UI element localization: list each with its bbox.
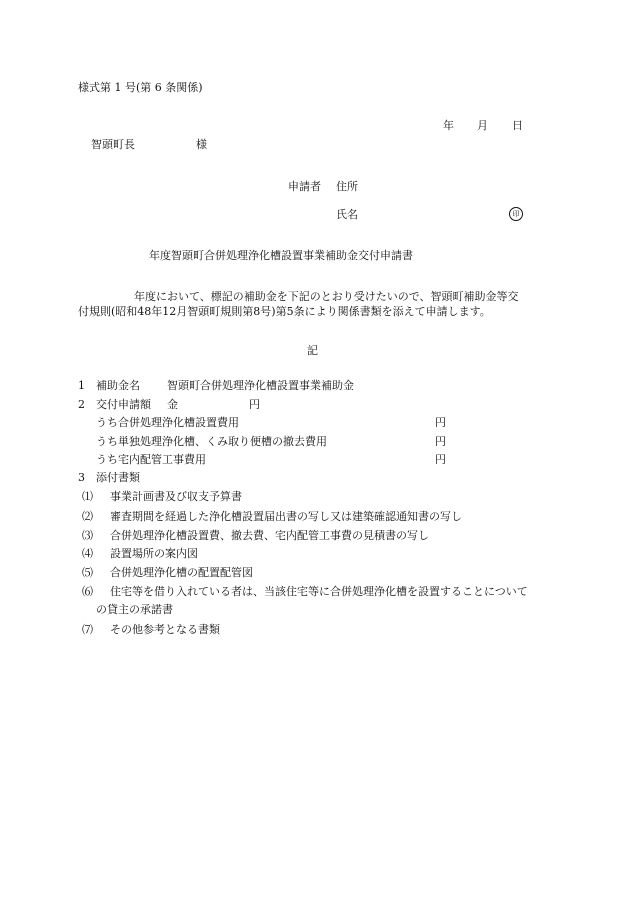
item-value-subsidy-name: 智頭町合併処理浄化槽設置事業補助金 <box>167 379 354 392</box>
body-text-line-1 <box>78 290 519 304</box>
attachment-number-6: ⑹ <box>82 585 93 598</box>
breakdown-unit-installation: 円 <box>435 416 446 429</box>
attachment-text-7: その他参考となる書類 <box>110 623 220 636</box>
applicant-address-label: 住所 <box>336 180 358 193</box>
breakdown-label-piping: うち宅内配管工事費用 <box>96 453 206 466</box>
item-label-application-amount: 交付申請額 <box>96 398 151 411</box>
item-label-subsidy-name: 補助金名 <box>96 379 140 392</box>
body-text-line-2: 付規則(昭和48年12月智頭町規則第8号)第5条により関係書類を添えて申請します。 <box>78 305 491 318</box>
item-number-3: 3 <box>78 471 85 484</box>
attachment-text-6: 住宅等を借り入れている者は、当該住宅等に合併処理浄化槽を設置することについて <box>110 585 528 598</box>
attachment-number-1: ⑴ <box>82 490 93 503</box>
attachment-number-3: ⑶ <box>82 529 93 542</box>
breakdown-unit-removal: 円 <box>435 435 446 448</box>
breakdown-unit-piping: 円 <box>435 453 446 466</box>
attachment-number-4: ⑷ <box>82 547 93 560</box>
attachment-text-6-continuation: の貸主の承諾書 <box>96 603 173 616</box>
attachment-number-5: ⑸ <box>82 566 93 579</box>
breakdown-label-removal: うち単独処理浄化槽、くみ取り便槽の撤去費用 <box>96 435 327 448</box>
item-label-attachments: 添付書類 <box>96 471 140 484</box>
addressee-honorific: 様 <box>196 138 207 151</box>
addressee-title: 智頭町長 <box>91 138 135 151</box>
date-month-label: 月 <box>477 119 488 132</box>
attachment-text-5: 合併処理浄化槽の配置配管図 <box>110 566 253 579</box>
breakdown-label-installation: うち合併処理浄化槽設置費用 <box>96 416 239 429</box>
item-value-amount-prefix: 金 <box>167 398 178 411</box>
seal-icon: 印 <box>509 207 523 221</box>
item-number-2: 2 <box>78 398 85 411</box>
attachment-text-4: 設置場所の案内図 <box>110 547 198 560</box>
ki-heading: 記 <box>307 344 318 357</box>
attachment-text-1: 事業計画書及び収支予算書 <box>110 490 242 503</box>
item-unit-yen: 円 <box>249 398 260 411</box>
date-year-label: 年 <box>443 119 454 132</box>
date-day-label: 日 <box>512 119 523 132</box>
attachment-number-2: ⑵ <box>82 510 93 523</box>
attachment-text-3: 合併処理浄化槽設置費、撤去費、宅内配管工事費の見積書の写し <box>110 529 429 542</box>
applicant-name-label: 氏名 <box>336 208 358 221</box>
attachment-number-7: ⑺ <box>82 623 93 636</box>
item-number-1: 1 <box>78 379 85 392</box>
attachment-text-2: 審査期間を経過した浄化槽設置届出書の写し又は建築確認通知書の写し <box>110 510 462 523</box>
form-number: 様式第 1 号(第 6 条関係) <box>78 81 203 94</box>
document-title: 年度智頭町合併処理浄化槽設置事業補助金交付申請書 <box>149 249 413 262</box>
applicant-label: 申請者 <box>288 180 321 193</box>
body-text-1: 年度において、標記の補助金を下記のとおり受けたいので、智頭町補助金等交 <box>133 290 519 303</box>
